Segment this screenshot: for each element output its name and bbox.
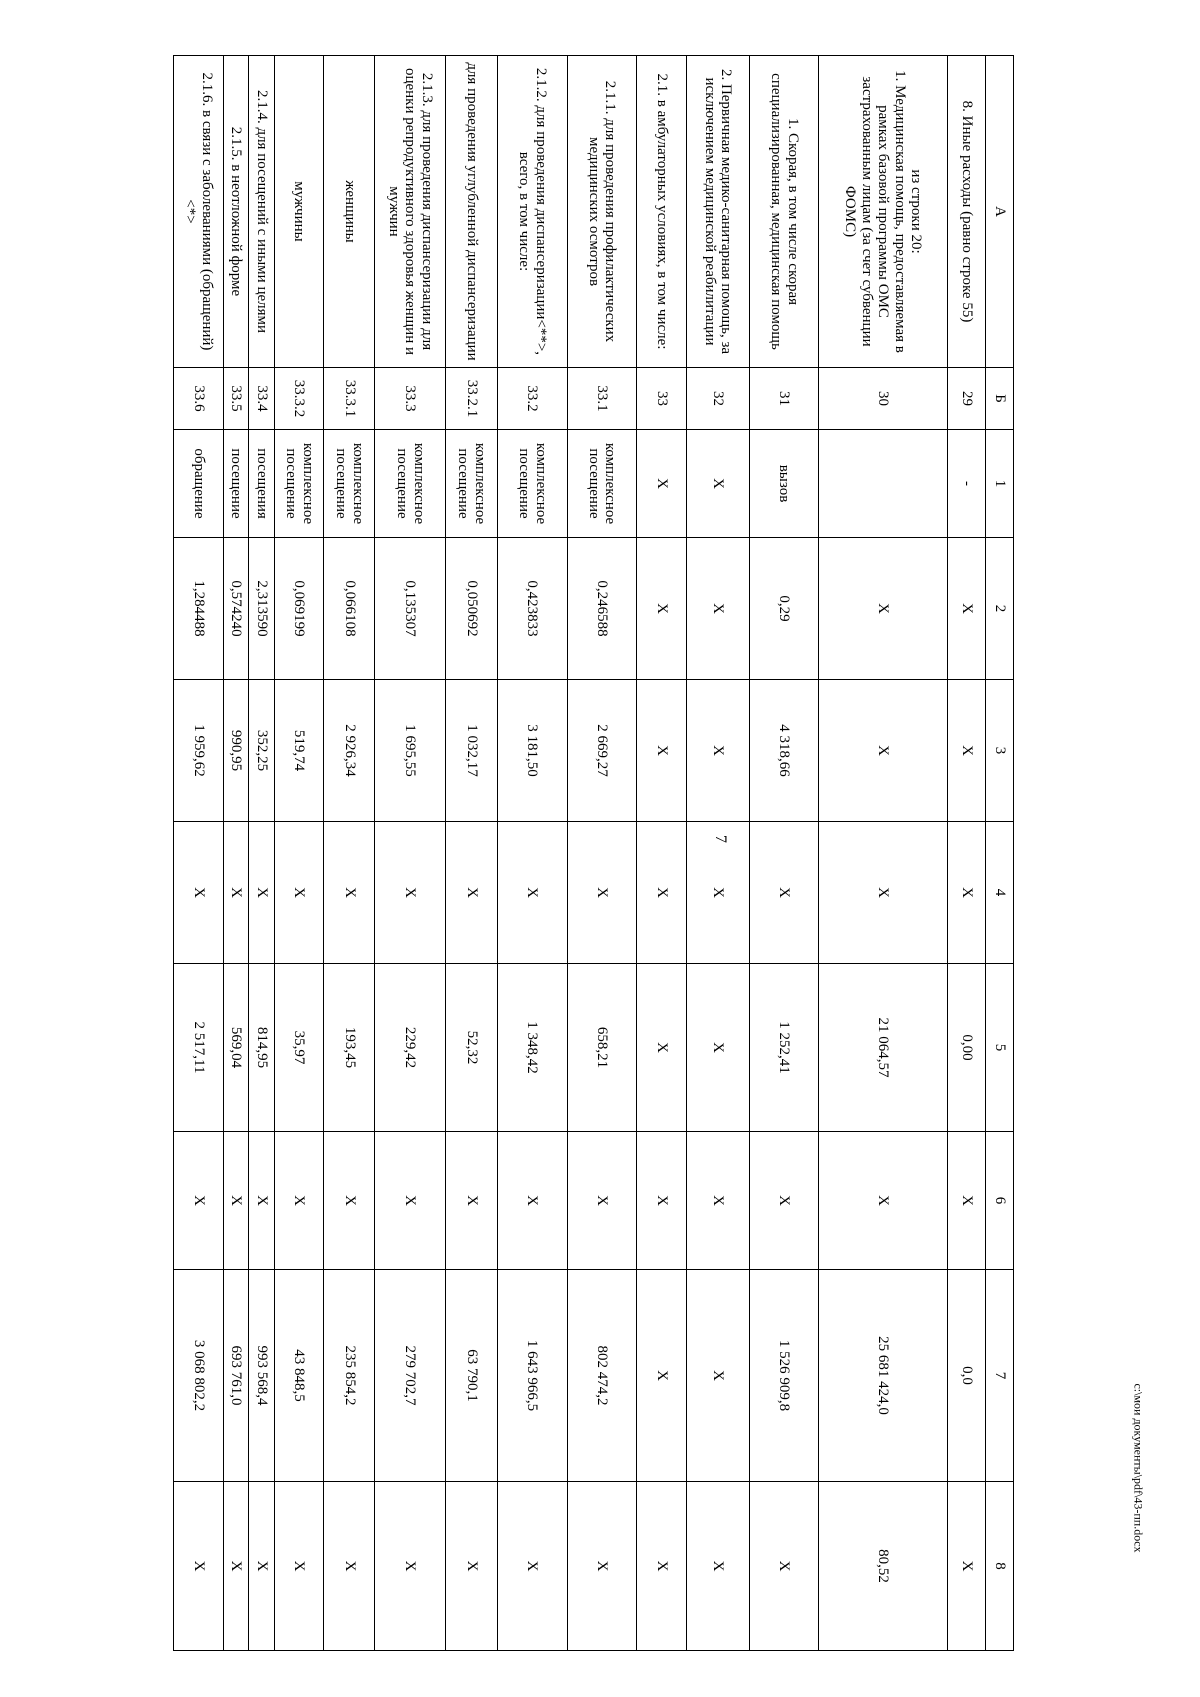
- cell-c2: 0,135307: [375, 538, 446, 680]
- cell-c8: X: [174, 1482, 224, 1651]
- cell-c2: X: [686, 538, 749, 680]
- cell-c6: X: [947, 1132, 986, 1270]
- cell-c5: X: [637, 964, 687, 1132]
- cell-c2: 1,284488: [174, 538, 224, 680]
- cell-c8: X: [749, 1482, 819, 1651]
- cell-c8: X: [567, 1482, 637, 1651]
- cell-c5: 2 517,11: [174, 964, 224, 1132]
- cell-c7: 1 643 966,5: [497, 1270, 567, 1482]
- cell-c3: X: [819, 680, 947, 822]
- cell-code: 33.3: [375, 368, 446, 430]
- cell-c6: X: [445, 1132, 497, 1270]
- cell-name: женщины: [324, 56, 375, 368]
- cell-c8: X: [445, 1482, 497, 1651]
- table-body: [174, 56, 1014, 1651]
- table-row: [223, 56, 248, 1651]
- file-path: c:\мои документы\pdf\43-пп.docx: [1131, 1383, 1146, 1553]
- cell-c6: X: [223, 1132, 248, 1270]
- cell-c7: X: [637, 1270, 687, 1482]
- cell-c7: 3 068 802,2: [174, 1270, 224, 1482]
- cell-name: мужчины: [274, 56, 324, 368]
- cell-c7: 25 681 424,0: [819, 1270, 947, 1482]
- cell-c8: X: [947, 1482, 986, 1651]
- header-cell-name: А: [986, 56, 1014, 368]
- cell-c7: 0,0: [947, 1270, 986, 1482]
- cell-c7: 63 790,1: [445, 1270, 497, 1482]
- cell-c8: X: [637, 1482, 687, 1651]
- header-cell-c7: 7: [986, 1270, 1014, 1482]
- cell-c6: X: [749, 1132, 819, 1270]
- cell-unit: -: [947, 430, 986, 538]
- cell-c3: 352,25: [249, 680, 274, 822]
- cell-name: 1. Скорая, в том числе скорая специализированная, медицинская помощь: [749, 56, 819, 368]
- cell-c3: 2 926,34: [324, 680, 375, 822]
- cell-c3: X: [947, 680, 986, 822]
- cell-name: 2. Первичная медико-санитарная помощь, за исключением медицинской реабилитации: [686, 56, 749, 368]
- cell-c4: X: [637, 822, 687, 964]
- table-row: [686, 56, 749, 1651]
- cell-c6: X: [637, 1132, 687, 1270]
- cell-c7: X: [686, 1270, 749, 1482]
- cell-code: 33.3.2: [274, 368, 324, 430]
- table-row: [445, 56, 497, 1651]
- cell-c3: 990,95: [223, 680, 248, 822]
- header-cell-c3: 3: [986, 680, 1014, 822]
- cell-c4: X: [324, 822, 375, 964]
- cell-c7: 1 526 909,8: [749, 1270, 819, 1482]
- cell-c5: 52,32: [445, 964, 497, 1132]
- cell-name: 2.1. в амбулаторных условиях, в том числе:: [637, 56, 687, 368]
- cell-unit: X: [637, 430, 687, 538]
- cell-c8: X: [274, 1482, 324, 1651]
- header-cell-unit: 1: [986, 430, 1014, 538]
- cell-c4: X: [497, 822, 567, 964]
- cell-unit: X: [686, 430, 749, 538]
- cell-c3: 1 959,62: [174, 680, 224, 822]
- cell-c7: 43 848,5: [274, 1270, 324, 1482]
- cell-c3: 3 181,50: [497, 680, 567, 822]
- cell-c6: X: [819, 1132, 947, 1270]
- table-row: [324, 56, 375, 1651]
- cell-c7: 693 761,0: [223, 1270, 248, 1482]
- cell-c4: X: [686, 822, 749, 964]
- cell-c5: 229,42: [375, 964, 446, 1132]
- cell-c6: X: [567, 1132, 637, 1270]
- cell-code: 32: [686, 368, 749, 430]
- cell-code: 33.1: [567, 368, 637, 430]
- cell-unit: комплексное посещение: [274, 430, 324, 538]
- cell-c4: X: [375, 822, 446, 964]
- cell-unit: комплексное посещение: [375, 430, 446, 538]
- cell-code: 33: [637, 368, 687, 430]
- cell-c4: X: [274, 822, 324, 964]
- cell-c6: X: [174, 1132, 224, 1270]
- cell-name: 2.1.1. для проведения профилактических медицинских осмотров: [567, 56, 637, 368]
- header-cell-c5: 5: [986, 964, 1014, 1132]
- table-row: [174, 56, 224, 1651]
- cell-code: 30: [819, 368, 947, 430]
- cell-c4: X: [445, 822, 497, 964]
- table-row: [567, 56, 637, 1651]
- table-container: [173, 55, 1014, 1650]
- cell-c5: 193,45: [324, 964, 375, 1132]
- cell-c2: 0,29: [749, 538, 819, 680]
- cell-c2: 0,574240: [223, 538, 248, 680]
- table-row: [819, 56, 947, 1651]
- cell-c5: X: [686, 964, 749, 1132]
- table-row: [249, 56, 274, 1651]
- table-row: [637, 56, 687, 1651]
- cell-c3: 1 695,55: [375, 680, 446, 822]
- cell-c2: 0,423833: [497, 538, 567, 680]
- table-row: [497, 56, 567, 1651]
- cell-c2: 0,066108: [324, 538, 375, 680]
- cell-c5: 658,21: [567, 964, 637, 1132]
- cell-c8: X: [324, 1482, 375, 1651]
- cell-c5: 1 252,41: [749, 964, 819, 1132]
- cell-c6: X: [686, 1132, 749, 1270]
- cell-code: 31: [749, 368, 819, 430]
- cell-c2: 0,050692: [445, 538, 497, 680]
- cell-c6: X: [497, 1132, 567, 1270]
- cell-code: 33.2: [497, 368, 567, 430]
- cell-c5: 569,04: [223, 964, 248, 1132]
- cell-name: 2.1.6. в связи с заболеваниями (обращений) <*>: [174, 56, 224, 368]
- cell-c6: X: [274, 1132, 324, 1270]
- header-cell-code: Б: [986, 368, 1014, 430]
- cell-name: 2.1.2. для проведения диспансеризации<**>, всего, в том числе:: [497, 56, 567, 368]
- cell-c7: 993 568,4: [249, 1270, 274, 1482]
- cell-name: 2.1.3. для проведения диспансеризации для оценки репродуктивного здоровья женщин и мужчин: [375, 56, 446, 368]
- cell-c8: X: [497, 1482, 567, 1651]
- rotated-table-frame: [173, 55, 1014, 1650]
- cell-c8: 80,52: [819, 1482, 947, 1651]
- cell-c2: X: [819, 538, 947, 680]
- cell-unit: комплексное посещение: [497, 430, 567, 538]
- cell-c4: X: [249, 822, 274, 964]
- cell-c2: X: [637, 538, 687, 680]
- financial-table: [173, 55, 1014, 1651]
- cell-unit: вызов: [749, 430, 819, 538]
- cell-code: 33.6: [174, 368, 224, 430]
- header-cell-c6: 6: [986, 1132, 1014, 1270]
- cell-c3: 1 032,17: [445, 680, 497, 822]
- header-cell-c2: 2: [986, 538, 1014, 680]
- cell-code: 29: [947, 368, 986, 430]
- page-number: 7: [712, 835, 729, 843]
- cell-c6: X: [375, 1132, 446, 1270]
- cell-c3: X: [637, 680, 687, 822]
- cell-c5: 21 064,57: [819, 964, 947, 1132]
- cell-code: 33.2.1: [445, 368, 497, 430]
- table-row: [375, 56, 446, 1651]
- cell-c4: X: [947, 822, 986, 964]
- cell-c5: 1 348,42: [497, 964, 567, 1132]
- cell-name: для проведения углубленной диспансеризации: [445, 56, 497, 368]
- cell-c2: X: [947, 538, 986, 680]
- cell-c2: 2,313590: [249, 538, 274, 680]
- header-row: [986, 56, 1014, 1651]
- cell-unit: посещения: [249, 430, 274, 538]
- cell-name: 2.1.5. в неотложной форме: [223, 56, 248, 368]
- cell-c7: 802 474,2: [567, 1270, 637, 1482]
- cell-c7: 279 702,7: [375, 1270, 446, 1482]
- cell-c8: X: [686, 1482, 749, 1651]
- header-cell-c4: 4: [986, 822, 1014, 964]
- table-row: [274, 56, 324, 1651]
- cell-code: 33.4: [249, 368, 274, 430]
- cell-c2: 0,069199: [274, 538, 324, 680]
- cell-c7: 235 854,2: [324, 1270, 375, 1482]
- cell-c6: X: [324, 1132, 375, 1270]
- cell-c4: X: [223, 822, 248, 964]
- cell-c3: 2 669,27: [567, 680, 637, 822]
- cell-c5: 0,00: [947, 964, 986, 1132]
- cell-unit: комплексное посещение: [324, 430, 375, 538]
- header-cell-c8: 8: [986, 1482, 1014, 1651]
- cell-name: 2.1.4. для посещений с иными целями: [249, 56, 274, 368]
- cell-name: из строки 20: 1. Медицинская помощь, предоставляемая в рамках базовой программы ОМС застрахованным лицам (за счет субвенции ФОМС): [819, 56, 947, 368]
- cell-c3: 519,74: [274, 680, 324, 822]
- cell-c8: X: [375, 1482, 446, 1651]
- cell-c4: X: [819, 822, 947, 964]
- cell-c3: 4 318,66: [749, 680, 819, 822]
- cell-c3: X: [686, 680, 749, 822]
- cell-unit: обращение: [174, 430, 224, 538]
- cell-c8: X: [249, 1482, 274, 1651]
- table-row: [947, 56, 986, 1651]
- cell-c4: X: [174, 822, 224, 964]
- cell-c5: 35,97: [274, 964, 324, 1132]
- cell-unit: посещение: [223, 430, 248, 538]
- table-row: [749, 56, 819, 1651]
- cell-c5: 814,95: [249, 964, 274, 1132]
- cell-unit: [819, 430, 947, 538]
- cell-c4: X: [749, 822, 819, 964]
- cell-c4: X: [567, 822, 637, 964]
- cell-c2: 0,246588: [567, 538, 637, 680]
- cell-unit: комплексное посещение: [445, 430, 497, 538]
- cell-code: 33.5: [223, 368, 248, 430]
- cell-code: 33.3.1: [324, 368, 375, 430]
- cell-unit: комплексное посещение: [567, 430, 637, 538]
- cell-c8: X: [223, 1482, 248, 1651]
- cell-name: 8. Иные расходы (равно строке 55): [947, 56, 986, 368]
- cell-c6: X: [249, 1132, 274, 1270]
